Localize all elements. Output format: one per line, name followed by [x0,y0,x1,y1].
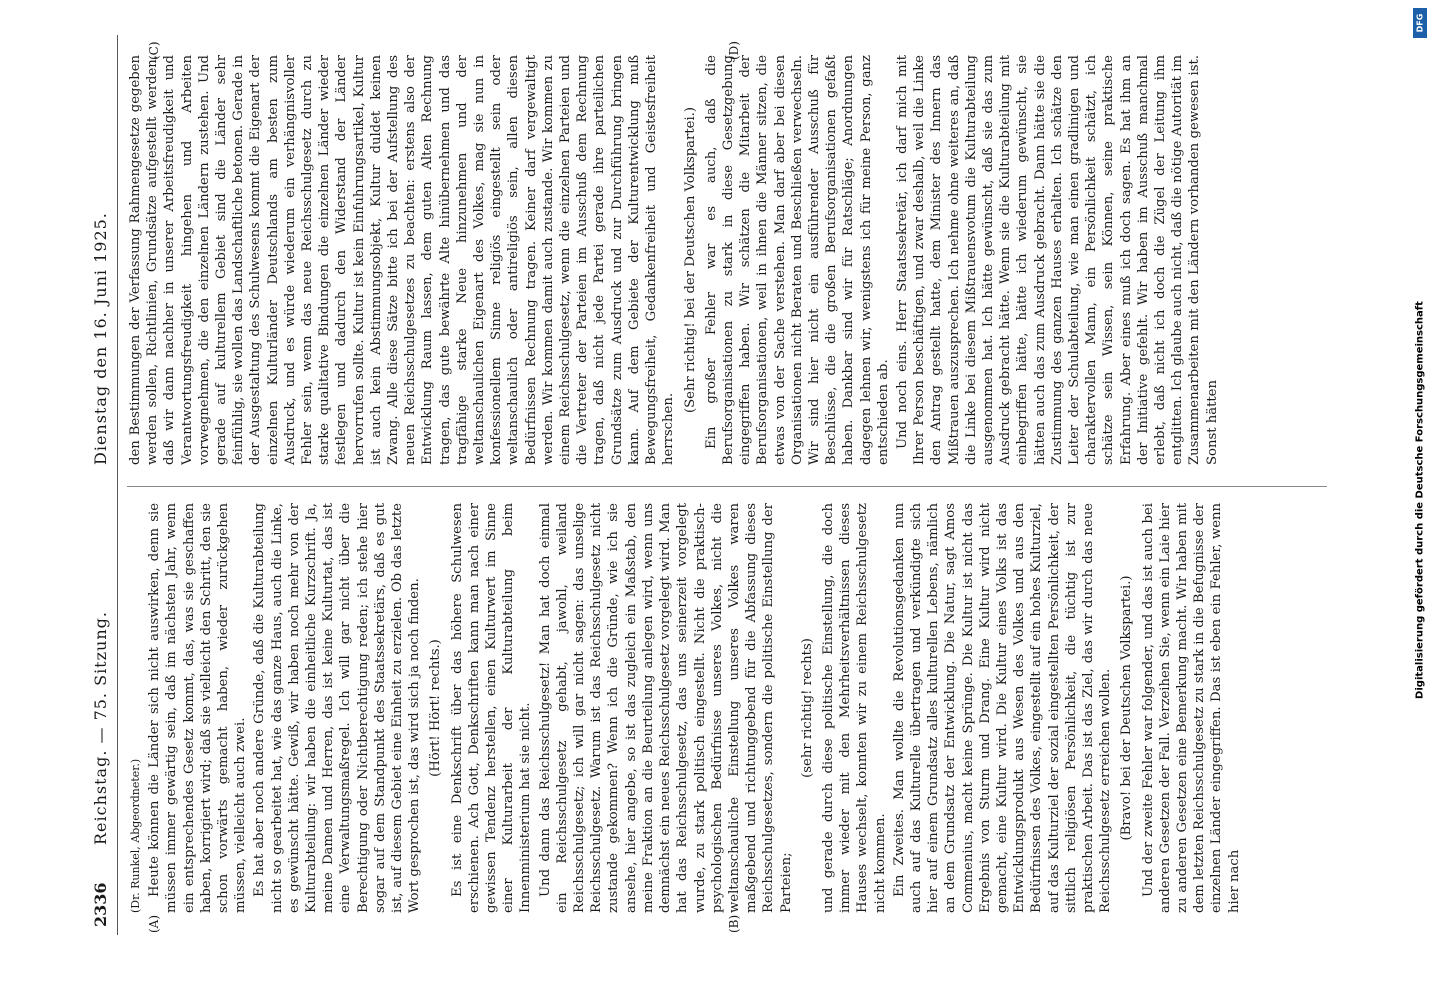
margin-letter-a: (A) [147,914,161,933]
paragraph: Und dann das Reichsschulgesetz! Man hat doch einmal ein Reichsschulgesetz gehabt, jawohl, weiland Reichsschulgesetz; ich will gar nicht sagen: das unselige Reichsschulgesetz. Warum ist das Reichsschulgesetz nicht zustande gekommen? Wenn ich die Gründe, wie ich sie ansehe, hier angebe, so ist das zugleich ein Maßstab, den meine Fraktion an die Beurteilung anlegen wird, wenn uns demnächst ein neues Reichsschulgesetz vorgelegt wird. Man hat das Reichsschulgesetz, das uns seinerzeit vorgelegt wurde, zu stark politisch eingestellt. Nicht die praktisch-psychologischen Bedürfnisse unseres Volkes, nicht die weltanschauliche Einstellung unseres Volkes waren maßgebend und richtunggebend für die Abfassung dieses Reichsschulgesetzes, sondern die politische Einstellung der Parteien; [537,503,794,913]
margin-letter-b: (B) [727,914,741,933]
paragraph: Heute können die Länder sich nicht auswirken, denn sie müssen immer gewärtig sein, daß im nächsten Jahr, wenn ein entsprechendes Gesetz kommt, das, was sie geschaffen haben, korrigiert wird; daß sie vielleicht den Schritt, den sie schon vorwärts gemacht haben, wieder zurückgehen müssen, vielleicht auch zwei. [147,503,249,913]
interjection: (Hört! Hört! rechts.) [428,639,444,777]
paragraph: Ein Zweites. Man wollte die Revolutionsgedanken nun auch auf das Kulturelle übertragen und verkündigte sich hier auf einem Grundsatz alles kulturellen Lebens, nämlich an dem Grundsatz der Entwicklung. Die Natur, sagt Amos Commenius, macht keine Sprünge. Die Kultur ist nicht das Ergebnis von Sturm und Drang. Eine Kultur wird nicht gemacht, eine Kultur wird. Die Kultur eines Volks ist das Entwicklungsprodukt aus Wesen des Volkes und aus den Bedürfnissen des Volkes, eingestellt auf ein hohes Kulturziel, auf das Kulturziel der sozial eingestellten Persönlichkeit, der sittlich religiösen Persönlichkeit, die tüchtig ist zur praktischen Arbeit. Das ist das Ziel, das wir durch das neue Reichsschulgesetz erreichen wollen. [891,503,1114,913]
interjection: (Sehr richtig! bei der Deutschen Volkspartei.) [682,106,698,414]
speaker-line: (Dr. Runkel, Abgeordneter.) [129,758,142,913]
paragraph: und gerade durch diese politische Einstellung, die doch immer wieder mit den Mehrheitsverhältnissen dieses Hauses wechselt, konnten wir zu einem Reichsschulgesetz nicht kommen. [820,503,888,913]
header-left-title: Reichstag. — 75. Sitzung. [91,611,110,845]
dfg-logo [1413,8,1427,38]
paragraph: Und der zweite Fehler war folgender, und das ist auch bei anderen Gesetzen der Fall. Verzeihen Sie, wenn ein Laie hier zu anderen Gesetzen eine Bemerkung macht. Wir haben mit dem letzten Reichsschulgesetz zu stark in die Befugnisse der einzelnen Länder eingegriffen. Das ist eben ein Fehler, wenn hier nach [1140,503,1242,913]
page-header [87,35,118,935]
margin-letter-d: (D) [727,41,741,60]
right-column [127,55,1223,465]
margin-letter-c: (C) [147,41,161,60]
column-divider [127,486,1327,487]
document-page [87,35,1347,935]
interjection: (Bravo! bei der Deutschen Volkspartei.) [1119,575,1135,841]
dfg-logo-text: DFG [1415,13,1425,33]
paragraph: Es ist eine Denkschrift über das höhere Schulwesen erschienen. Ach Gott, Denkschriften kann man nach einer gewissen Tendenz herstellen, einen Kulturwert im Sinne einer Kulturarbeit der Kulturabteilung beim Innenministerium hat sie nicht. [449,503,534,913]
paragraph: Und noch eins. Herr Staatssekretär, ich darf mich mit Ihrer Person beschäftigen, und zwar deshalb, weil die Linke den Antrag gestellt hatte, dem Minister des Innern das Mißtrauen auszusprechen. Ich nehme ohne weiteres an, daß die Linke bei diesem Mißtrauensvotum die Kulturabteilung ausgenommen hat. Ich hätte gewünscht, daß sie das zum Ausdruck gebracht hätte. Wenn sie die Kulturabteilung mit einbegriffen hätte, hätte ich wiederum gewünscht, sie hätten auch das zum Ausdruck gebracht. Dann hätte sie die Zustimmung des ganzen Hauses erhalten. Ich schätze den Leiter der Schulabteilung, wie man einen gradlinigen und charaktervollen Mann, ein Persönlichkeit schätzt, ich schätze sein Wissen, sein Können, seine praktische Erfahrung. Aber eines muß ich doch sagen. Es hat ihm an der Initiative gefehlt. Wir haben im Ausschuß manchmal erlebt, daß nicht ich doch die Zügel der Leitung ihm entglitten. Ich glaube auch nicht, daß die nötige Autorität im Zusammenarbeiten mit den Ländern vorhanden gewesen ist. Sonst hätten [894,55,1220,465]
digitization-credit: Digitalisierung gefördert durch die Deutsche Forschungsgemeinschaft [1414,301,1426,699]
left-column [127,503,1245,913]
paragraph: Ein großer Fehler war es auch, daß die Berufsorganisationen zu stark in diese Gesetzgebung eingegriffen haben. Wir schätzen die Mitarbeit der Berufsorganisationen, weil in ihnen die Männer sitzen, die etwas von der Sache verstehen. Man darf aber bei diesen Organisationen nicht Beraten und Beschließen verwechseln. Wir sind hier nicht ein ausführender Ausschuß für Beschlüsse, die die großen Berufsorganisationen gefaßt haben. Dankbar sind wir für Ratschläge; Anordnungen dagegen lehnen wir, wenigstens ich für meine Person, ganz entschieden ab. [703,55,891,465]
page-number: 2336 [91,882,110,927]
paragraph: den Bestimmungen der Verfassung Rahmengesetze gegeben werden sollen, Richtlinien, Grundsätze aufgestellt werden, daß wir dann nachher in unserer Arbeitsfreudigkeit und Verantwortungsfreudigkeit hingehen und Arbeiten vorwegnehmen, die den einzelnen Ländern zustehen. Und gerade auf kulturellem Gebiet sind die Länder sehr feinfühlig, sie wollen das Landschaftliche betonen. Gerade in der Ausgestaltung des Schulwesens kommt die Eigenart der einzelnen Kulturländer Deutschlands am besten zum Ausdruck, und es würde wiederum ein verhängnisvoller Fehler sein, wenn das neue Reichsschulgesetz durch zu starke qualitative Bindungen die einzelnen Länder wieder festlegen und dadurch den Widerstand der Länder hervorrufen sollte. Kultur ist kein Einfuhrungsartikel, Kultur ist auch kein Abstimmungsobjekt, Kultur duldet keinen Zwang. Alle diese Sätze bitte ich bei der Aufstellung des neuen Reichsschulgesetzes zu beachten: erstens also der Entwicklung Raum lassen, dem guten Alten Rechnung tragen, das gute bewährte Alte hinübernehmen und das tragfähige starke Neue hinzunehmen und der weltanschaulichen Eigenart des Volkes, mag sie nun in konfessionellem Sinne religiös eingestellt sein oder weltanschaulich oder antireligiös sein, allen diesen Bedürfnissen Rechnung tragen. Keiner darf vergewaltigt werden. Wir kommen damit auch zustande. Wir kommen zu einem Reichsschulgesetz, wenn die einzelnen Parteien und die Vertreter der Parteien im Ausschuß dem Rechnung tragen, daß nicht jede Partei gerade ihre parteilichen Grundsätze zum Ausdruck und zur Durchführung bringen kann. Auf dem Gebiete der Kulturentwicklung muß Bewegungsfreiheit, Gedankenfreiheit und Geistesfreiheit herrschen. [128,55,677,465]
paragraph: Es hat aber noch andere Gründe, daß die Kulturabteilung nicht so gearbeitet hat, wie das ganze Haus, auch die Linke, es gewünscht hätte. Gewiß, wir haben noch mehr von der Kulturabteilung: wir haben die einheitliche Kurzschrift. Ja, meine Damen und Herren, das ist keine Kulturtat, das ist eine Verwaltungsmaßregel. Ich will gar nicht über die Berechtigung oder Nichtberechtigung reden; ich stehe hier sogar auf dem Standpunkt des Staatssekretärs, daß es gut ist, auf diesem Gebiet eine Einheit zu erzielen. Ob das letzte Wort gesprochen ist, das wird sich ja noch finden. [252,503,423,913]
header-right-title: Dienstag den 16. Juni 1925. [91,212,110,465]
interjection: (sehr richtig! rechts) [799,638,815,778]
